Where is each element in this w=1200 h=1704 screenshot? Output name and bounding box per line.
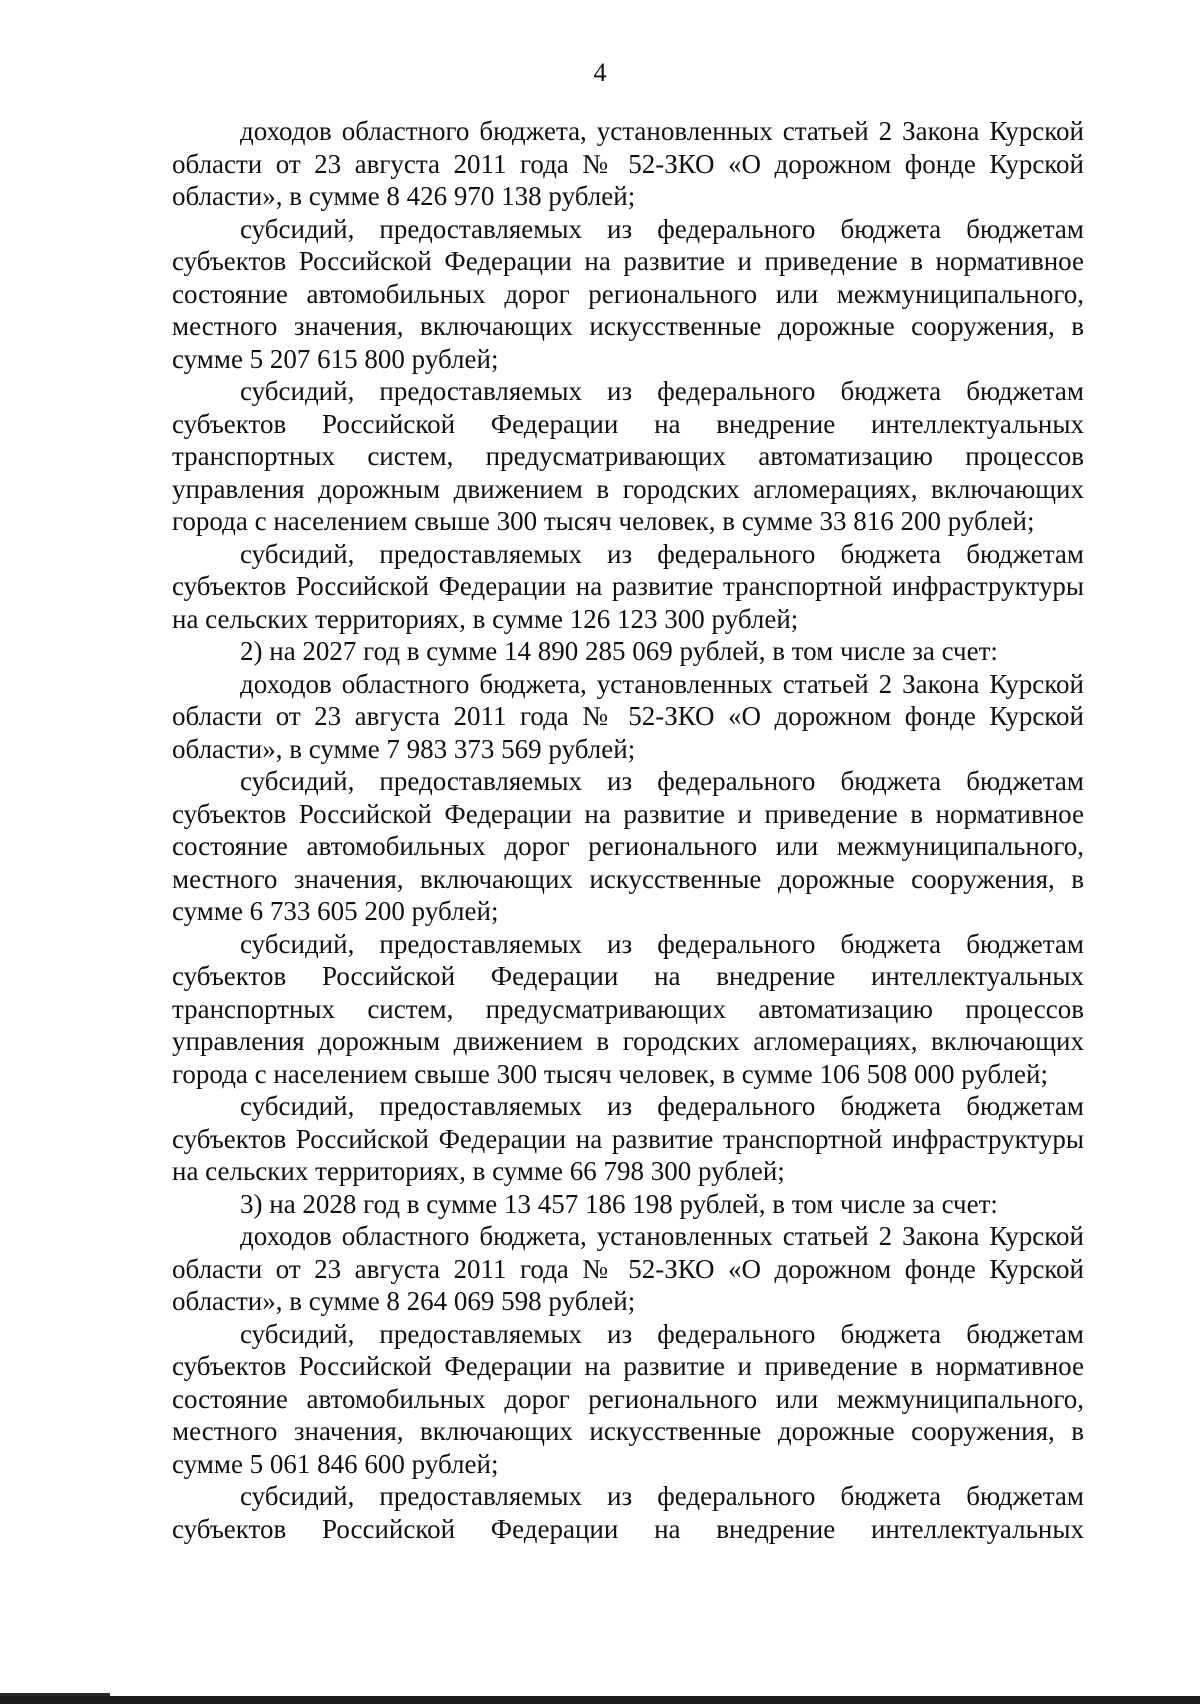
paragraph: субсидий, предоставляемых из федерального бюджета бюджетам субъектов Российской Федерации на внедрение интеллектуальных (172, 1481, 1084, 1544)
document-body (172, 115, 1084, 1545)
paragraph: 3) на 2028 год в сумме 13 457 186 198 рублей, в том числе за счет: (240, 1188, 998, 1219)
scan-bottom-border (0, 1696, 1200, 1704)
paragraph: субсидий, предоставляемых из федерального бюджета бюджетам субъектов Российской Федерации на развитие и приведение в нормативное состояние автомобильных дорог регионального или межмуниципального, местного значения, включающих искусственные дорожные сооружения, в сумме 5 061 846 600 рублей; (172, 1318, 1084, 1479)
paragraph: субсидий, предоставляемых из федерального бюджета бюджетам субъектов Российской Федерации на развитие и приведение в нормативное состояние автомобильных дорог регионального или межмуниципального, местного значения, включающих искусственные дорожные сооружения, в сумме 6 733 605 200 рублей; (172, 766, 1084, 926)
paragraph: субсидий, предоставляемых из федерального бюджета бюджетам субъектов Российской Федерации на внедрение интеллектуальных транспортных систем, предусматривающих автоматизацию процессов управления дорожным движением в городских агломерациях, включающих города с населением свыше 300 тысяч человек, в сумме 33 816 200 рублей; (172, 376, 1084, 536)
paragraph: субсидий, предоставляемых из федерального бюджета бюджетам субъектов Российской Федерации на развитие и приведение в нормативное состояние автомобильных дорог регионального или межмуниципального, местного значения, включающих искусственные дорожные сооружения, в сумме 5 207 615 800 рублей; (172, 213, 1084, 374)
paragraph: доходов областного бюджета, установленных статьей 2 Закона Курской области от 23 августа 2011 года № 52-ЗКО «О дорожном фонде Курской области», в сумме 7 983 373 569 рублей; (172, 668, 1084, 764)
paragraph: субсидий, предоставляемых из федерального бюджета бюджетам субъектов Российской Федерации на развитие транспортной инфраструктуры на сельских территориях, в сумме 126 123 300 рублей; (172, 538, 1084, 634)
page-number: 4 (593, 58, 607, 87)
paragraph: доходов областного бюджета, установленных статьей 2 Закона Курской области от 23 августа 2011 года № 52-ЗКО «О дорожном фонде Курской области», в сумме 8 264 069 598 рублей; (172, 1221, 1084, 1316)
paragraph: доходов областного бюджета, установленных статьей 2 Закона Курской области от 23 августа 2011 года № 52-ЗКО «О дорожном фонде Курской области», в сумме 8 426 970 138 рублей; (172, 116, 1084, 211)
paragraph: субсидий, предоставляемых из федерального бюджета бюджетам субъектов Российской Федерации на развитие транспортной инфраструктуры на сельских территориях, в сумме 66 798 300 рублей; (172, 1091, 1084, 1186)
paragraph: субсидий, предоставляемых из федерального бюджета бюджетам субъектов Российской Федерации на внедрение интеллектуальных транспортных систем, предусматривающих автоматизацию процессов управления дорожным движением в городских агломерациях, включающих города с населением свыше 300 тысяч человек, в сумме 106 508 000 рублей; (172, 928, 1084, 1089)
paragraph: 2) на 2027 год в сумме 14 890 285 069 рублей, в том числе за счет: (240, 636, 998, 666)
